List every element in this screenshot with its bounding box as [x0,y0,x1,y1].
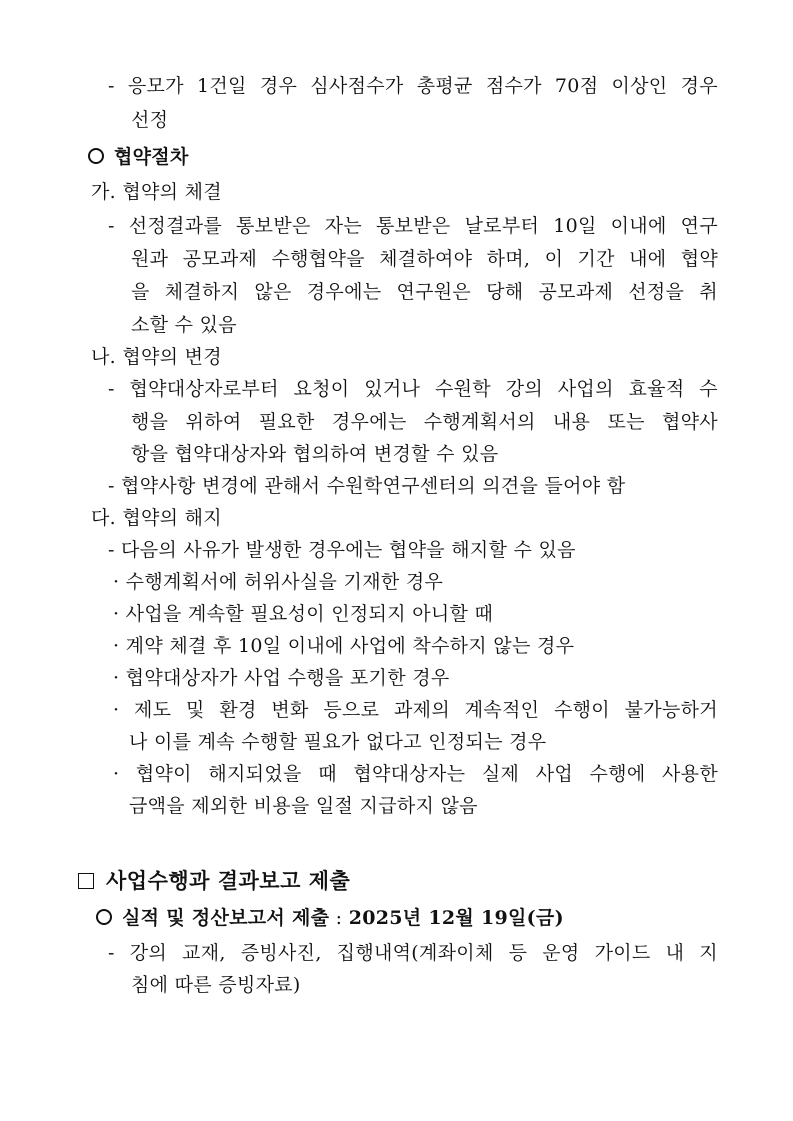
selection-line-2: 선정 [131,109,169,131]
execution-line-2: 침에 따른 증빙자료) [131,974,301,996]
execution-heading [78,865,350,897]
section-c-bullet-6-cont: 금액을 제외한 비용을 일절 지급하지 않음 [129,795,478,817]
section-a-line-2: 원과 공모과제 수행협약을 체결하여야 하며, 이 기간 내에 협약 [131,248,718,270]
execution-line-1: - 강의 교재, 증빙사진, 집행내역(계좌이체 등 운영 가이드 내 지 [108,942,718,964]
section-c-bullet-4: · 협약대상자가 사업 수행을 포기한 경우 [113,667,450,689]
section-c-bullet-1: · 수행계획서에 허위사실을 기재한 경우 [113,571,444,593]
execution-sub-heading-text: 실적 및 정산보고서 제출 [122,907,330,929]
circle-bullet-icon [88,148,104,164]
section-a-line-3: 을 체결하지 않은 경우에는 연구원은 당해 공모과제 선정을 취 [131,281,718,303]
procedure-heading [88,141,189,173]
section-b-line-2: 행을 위하여 필요한 경우에는 수행계획서의 내용 또는 협약사 [131,411,718,433]
section-a-line-1: - 선정결과를 통보받은 자는 통보받은 날로부터 10일 이내에 연구 [108,215,718,237]
selection-line-1: - 응모가 1건일 경우 심사점수가 총평균 점수가 70점 이상인 경우 [108,75,718,97]
section-c-title: 다. 협약의 해지 [91,507,222,529]
section-b-title: 나. 협약의 변경 [91,346,222,368]
section-c-bullet-3: · 계약 체결 후 10일 이내에 사업에 착수하지 않는 경우 [113,635,575,657]
procedure-heading-text: 협약절차 [114,146,189,168]
section-c-bullet-2: · 사업을 계속할 필요성이 인정되지 아니할 때 [113,603,494,625]
section-a-line-4: 소할 수 있음 [131,314,237,336]
execution-heading-text: 사업수행과 결과보고 제출 [106,868,351,893]
section-b-line-3: 항을 협약대상자와 협의하여 변경할 수 있음 [131,443,499,465]
execution-sub-separator: : [329,907,349,929]
section-b-line-1: - 협약대상자로부터 요청이 있거나 수원학 강의 사업의 효율적 수 [108,378,718,400]
section-c-intro: - 다음의 사유가 발생한 경우에는 협약을 해지할 수 있음 [108,539,576,561]
section-b-line-4: - 협약사항 변경에 관해서 수원학연구센터의 의견을 들어야 함 [108,475,626,497]
section-c-bullet-5: · 제도 및 환경 변화 등으로 과제의 계속적인 수행이 불가능하거 [113,699,718,721]
section-a-title: 가. 협약의 체결 [91,181,222,203]
section-c-bullet-5-cont: 나 이를 계속 수행할 필요가 없다고 인정되는 경우 [129,731,547,753]
execution-sub-heading [96,902,564,934]
section-c-bullet-6: · 협약이 해지되었을 때 협약대상자는 실제 사업 수행에 사용한 [113,763,718,785]
execution-deadline-date: 2025년 12월 19일(금) [348,907,564,929]
circle-bullet-icon [96,909,112,925]
square-bullet-icon [78,873,94,889]
